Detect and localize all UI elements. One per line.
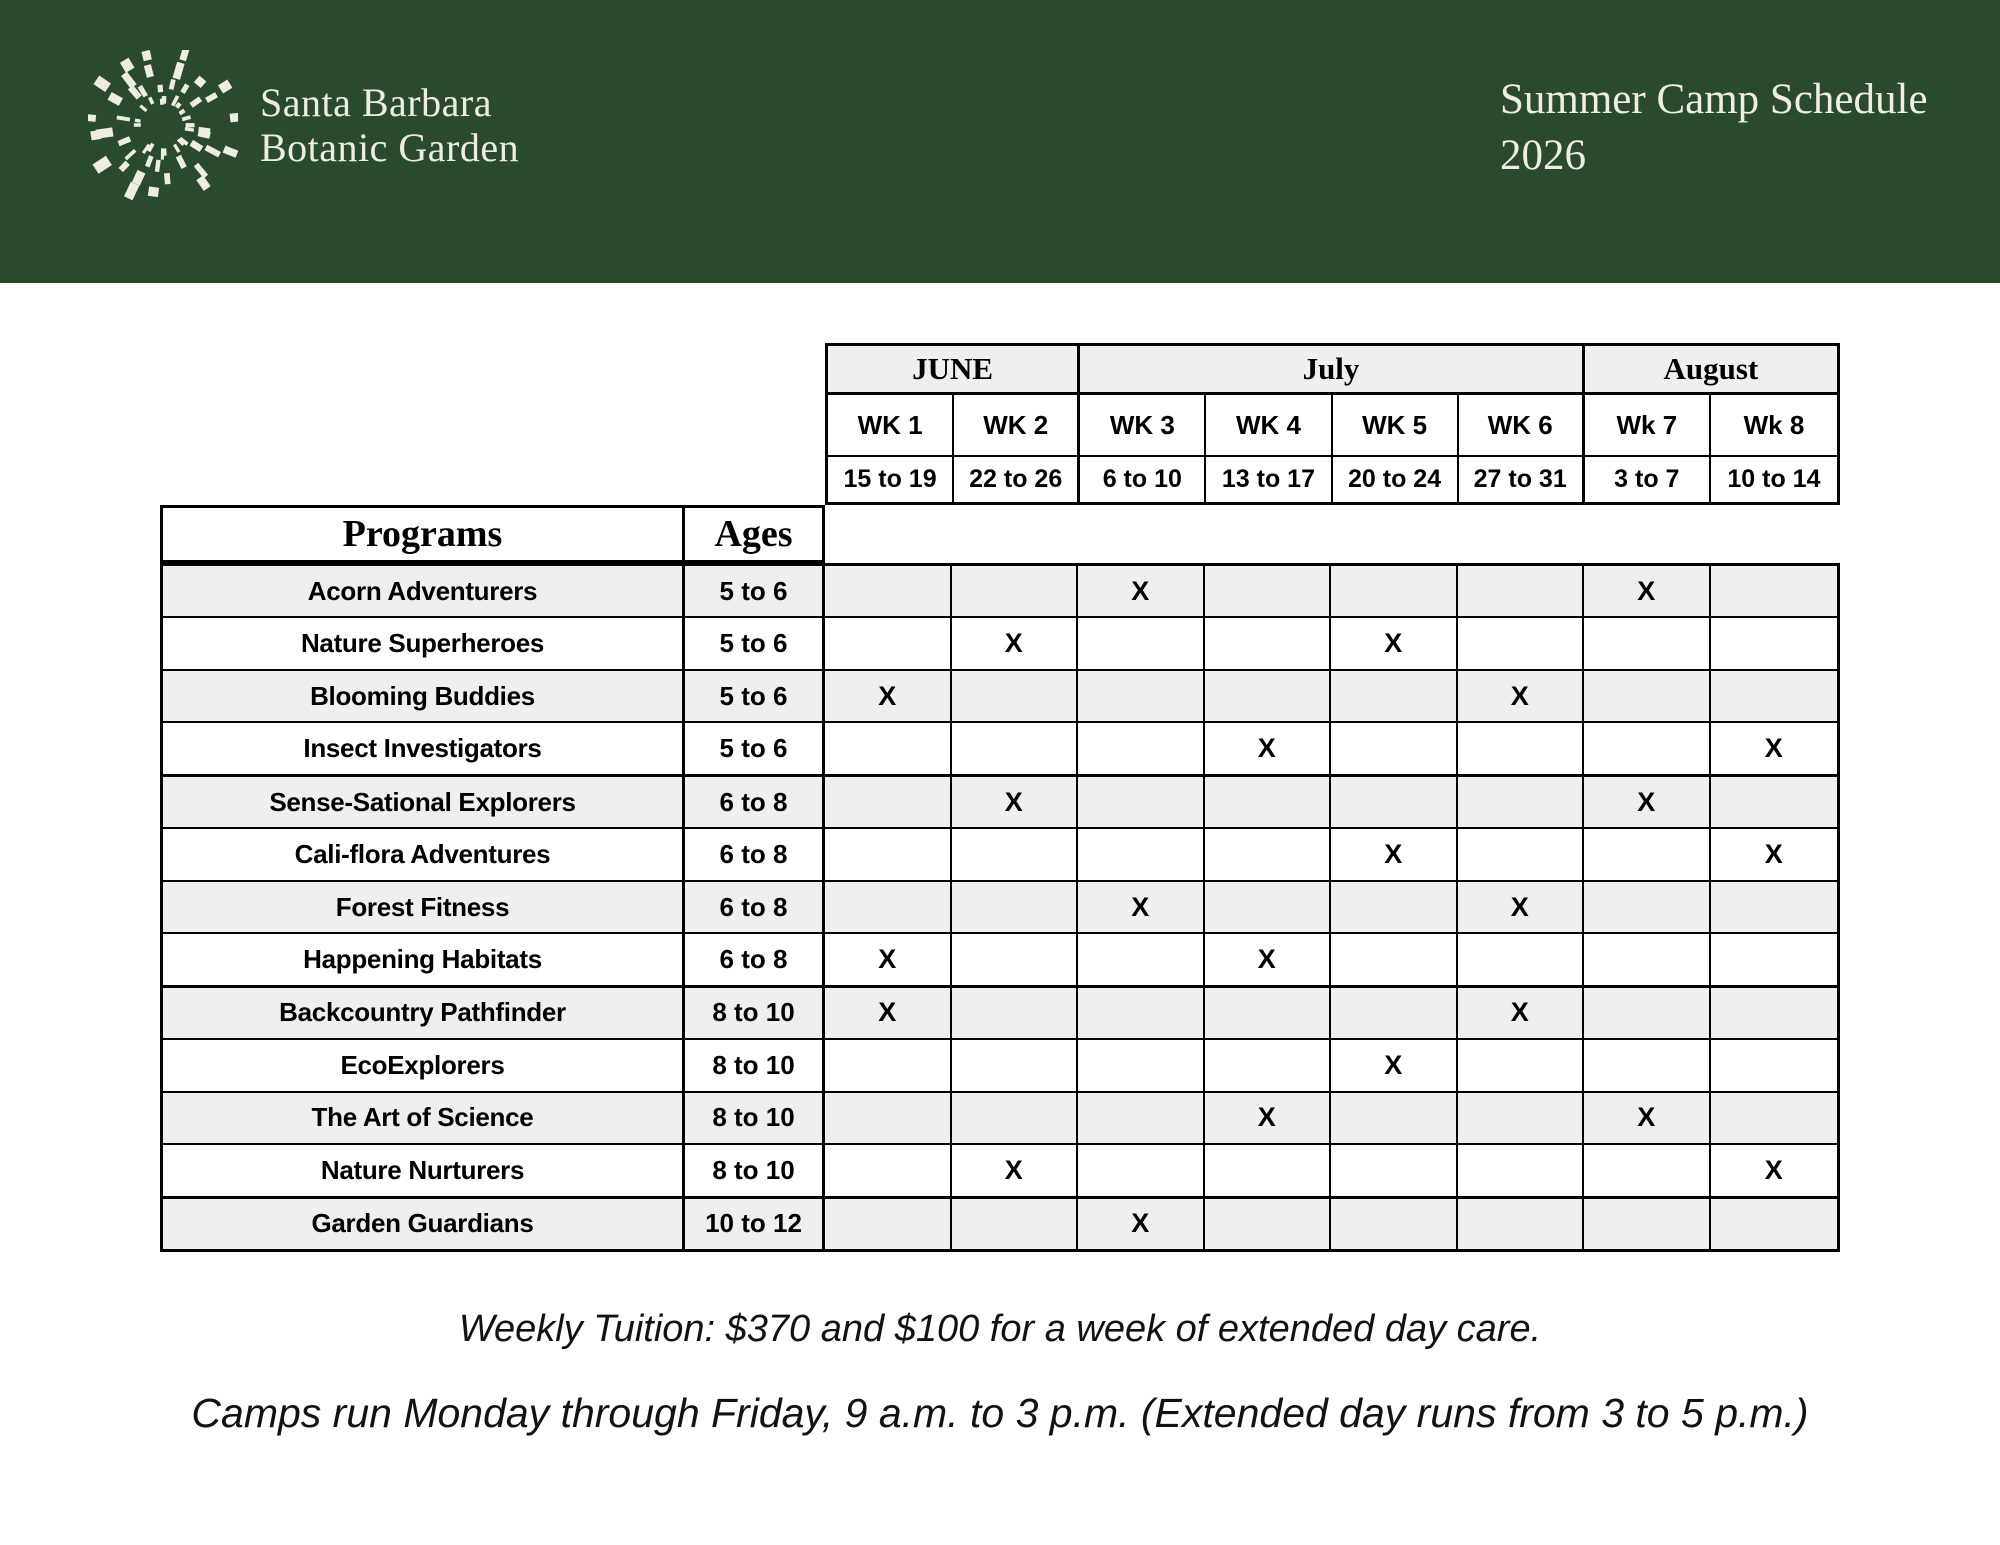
week-empty-cell (1711, 882, 1838, 932)
org-name-line1: Santa Barbara (260, 80, 492, 125)
program-ages-cell: 5 to 6 (685, 618, 825, 668)
brand (88, 50, 519, 200)
week-label: WK 3 (1080, 395, 1206, 455)
program-ages-cell: 6 to 8 (685, 934, 825, 984)
program-row (163, 1199, 1837, 1249)
week-empty-cell (1711, 566, 1838, 616)
week-mark-cell: X (1584, 777, 1711, 827)
week-label: WK 4 (1206, 395, 1332, 455)
week-empty-cell (1711, 934, 1838, 984)
week-empty-cell (825, 566, 952, 616)
week-dates: 15 to 19 (828, 457, 954, 502)
week-empty-cell (1205, 1145, 1332, 1195)
program-ages-cell: 6 to 8 (685, 777, 825, 827)
week-empty-cell (1458, 1145, 1585, 1195)
calendar-header (825, 343, 1840, 505)
program-row (163, 829, 1837, 881)
date-header-row (828, 457, 1837, 502)
week-empty-cell (825, 882, 952, 932)
week-mark-cell: X (1331, 829, 1458, 879)
week-label: Wk 7 (1585, 395, 1711, 455)
week-mark-cell: X (1331, 618, 1458, 668)
week-empty-cell (1458, 723, 1585, 773)
week-empty-cell (825, 829, 952, 879)
week-empty-cell (825, 1093, 952, 1143)
week-empty-cell (1458, 829, 1585, 879)
week-mark-cell: X (825, 934, 952, 984)
week-empty-cell (1458, 1199, 1585, 1249)
month-header-july: July (1080, 346, 1585, 392)
week-empty-cell (952, 671, 1079, 721)
org-name (260, 80, 519, 170)
week-empty-cell (1331, 988, 1458, 1038)
week-mark-cell: X (1078, 1199, 1205, 1249)
week-empty-cell (825, 777, 952, 827)
program-ages-cell: 8 to 10 (685, 1040, 825, 1090)
week-empty-cell (1078, 1145, 1205, 1195)
month-header-august: August (1663, 351, 1759, 386)
week-empty-cell (1331, 882, 1458, 932)
week-mark-cell: X (1078, 882, 1205, 932)
week-dates: 20 to 24 (1333, 457, 1459, 502)
week-mark-cell: X (1205, 934, 1332, 984)
week-empty-cell (1205, 882, 1332, 932)
week-mark-cell: X (1331, 1040, 1458, 1090)
week-empty-cell (952, 723, 1079, 773)
title-line2: 2026 (1500, 132, 1586, 179)
week-empty-cell (952, 566, 1079, 616)
week-empty-cell (1205, 1199, 1332, 1249)
month-header-row (828, 346, 1837, 395)
week-empty-cell (825, 1040, 952, 1090)
program-name-cell: The Art of Science (163, 1093, 685, 1143)
schedule-note: Camps run Monday through Friday, 9 a.m. to 3 p.m. (Extended day runs from 3 to 5 p.m.) (191, 1390, 1809, 1436)
week-empty-cell (952, 882, 1079, 932)
week-mark-cell: X (1764, 1154, 1783, 1185)
week-empty-cell (1458, 1040, 1585, 1090)
week-empty-cell (1205, 777, 1332, 827)
week-empty-cell (1205, 829, 1332, 879)
week-label: WK 5 (1333, 395, 1459, 455)
week-label: WK 1 (828, 395, 954, 455)
schedule-table (160, 343, 1840, 1252)
week-dates: 27 to 31 (1459, 457, 1585, 502)
week-empty-cell (1458, 777, 1585, 827)
week-empty-cell (1584, 934, 1711, 984)
week-empty-cell (952, 1093, 1079, 1143)
week-empty-cell (825, 723, 952, 773)
week-mark-cell: X (825, 671, 952, 721)
program-ages-cell: 5 to 6 (685, 723, 825, 773)
program-row (163, 934, 1837, 987)
week-empty-cell (1584, 1040, 1711, 1090)
program-row (163, 618, 1837, 670)
program-ages-cell: 8 to 10 (685, 988, 825, 1038)
week-dates: 10 to 14 (1727, 465, 1821, 493)
week-empty-cell (1711, 1040, 1838, 1090)
tuition-note: Weekly Tuition: $370 and $100 for a week of extended day care. (458, 1308, 1542, 1350)
week-empty-cell (1711, 671, 1838, 721)
week-empty-cell (952, 988, 1079, 1038)
program-row (163, 988, 1837, 1040)
week-empty-cell (1331, 1145, 1458, 1195)
week-mark-cell: X (1458, 671, 1585, 721)
week-empty-cell (952, 934, 1079, 984)
week-mark-cell: X (1764, 839, 1783, 870)
week-empty-cell (1078, 671, 1205, 721)
week-empty-cell (1205, 566, 1332, 616)
week-empty-cell (1205, 618, 1332, 668)
program-name-cell: Nature Nurturers (163, 1145, 685, 1195)
week-empty-cell (1078, 988, 1205, 1038)
week-mark-cell: X (1584, 1093, 1711, 1143)
week-empty-cell (1711, 988, 1838, 1038)
week-empty-cell (1331, 1093, 1458, 1143)
week-dates: 13 to 17 (1206, 457, 1332, 502)
week-empty-cell (1584, 671, 1711, 721)
schedule-body (160, 563, 1840, 1252)
program-ages-cell: 10 to 12 (685, 1199, 825, 1249)
week-mark-cell: X (825, 988, 952, 1038)
week-empty-cell (825, 618, 952, 668)
week-label: WK 2 (954, 395, 1080, 455)
org-name-line2: Botanic Garden (260, 125, 520, 170)
program-ages-cell: 5 to 6 (685, 566, 825, 616)
week-empty-cell (1458, 566, 1585, 616)
program-name-cell: Cali-flora Adventures (163, 829, 685, 879)
week-empty-cell (1458, 1093, 1585, 1143)
title-line1: Summer Camp Schedule (1500, 76, 1928, 123)
week-empty-cell (1584, 829, 1711, 879)
program-name-cell: Sense-Sational Explorers (163, 777, 685, 827)
week-label: WK 6 (1459, 395, 1585, 455)
week-empty-cell (952, 1040, 1079, 1090)
week-empty-cell (1331, 777, 1458, 827)
week-empty-cell (1711, 618, 1838, 668)
week-dates: 22 to 26 (954, 457, 1080, 502)
week-mark-cell: X (1458, 882, 1585, 932)
week-mark-cell: X (1458, 988, 1585, 1038)
week-empty-cell (1584, 988, 1711, 1038)
week-empty-cell (1331, 934, 1458, 984)
week-empty-cell (1078, 934, 1205, 984)
week-empty-cell (1205, 1040, 1332, 1090)
program-name-cell: Blooming Buddies (163, 671, 685, 721)
week-empty-cell (952, 829, 1079, 879)
program-row (163, 1040, 1837, 1092)
week-empty-cell (1078, 723, 1205, 773)
program-name-cell: Happening Habitats (163, 934, 685, 984)
week-empty-cell (1078, 618, 1205, 668)
program-name-cell: Garden Guardians (163, 1199, 685, 1249)
week-mark-cell: X (1205, 723, 1332, 773)
programs-header-row (160, 505, 825, 563)
week-empty-cell (1584, 882, 1711, 932)
week-empty-cell (1078, 829, 1205, 879)
program-ages-cell: 6 to 8 (685, 882, 825, 932)
week-mark-cell: X (1078, 566, 1205, 616)
program-ages-cell: 8 to 10 (685, 1145, 825, 1195)
program-ages-cell: 5 to 6 (685, 671, 825, 721)
week-empty-cell (1205, 671, 1332, 721)
program-row (163, 566, 1837, 618)
week-empty-cell (1331, 671, 1458, 721)
week-mark-cell: X (1764, 733, 1783, 764)
week-empty-cell (825, 1145, 952, 1195)
week-mark-cell: X (952, 1145, 1079, 1195)
week-empty-cell (1584, 618, 1711, 668)
month-header-june: JUNE (828, 346, 1080, 392)
week-empty-cell (825, 1199, 952, 1249)
program-name-cell: Insect Investigators (163, 723, 685, 773)
program-row (163, 882, 1837, 934)
week-empty-cell (1584, 723, 1711, 773)
week-mark-cell: X (952, 618, 1079, 668)
program-row (163, 723, 1837, 776)
ages-column-header: Ages (714, 513, 793, 555)
program-name-cell: Nature Superheroes (163, 618, 685, 668)
programs-column-header: Programs (163, 508, 685, 560)
week-dates: 3 to 7 (1585, 457, 1711, 502)
week-empty-cell (952, 1199, 1079, 1249)
week-empty-cell (1584, 1145, 1711, 1195)
program-ages-cell: 8 to 10 (685, 1093, 825, 1143)
program-name-cell: Acorn Adventurers (163, 566, 685, 616)
week-empty-cell (1711, 777, 1838, 827)
program-row (163, 671, 1837, 723)
program-name-cell: Forest Fitness (163, 882, 685, 932)
week-empty-cell (1331, 723, 1458, 773)
week-empty-cell (1205, 988, 1332, 1038)
week-mark-cell: X (952, 777, 1079, 827)
program-row (163, 777, 1837, 829)
program-row (163, 1093, 1837, 1145)
week-empty-cell (1331, 1199, 1458, 1249)
week-dates: 6 to 10 (1080, 457, 1206, 502)
week-label: Wk 8 (1743, 409, 1805, 440)
week-empty-cell (1331, 566, 1458, 616)
week-empty-cell (1711, 1199, 1838, 1249)
program-row (163, 1145, 1837, 1198)
week-empty-cell (1078, 1040, 1205, 1090)
week-header-row (828, 395, 1837, 457)
page-title (1500, 72, 1928, 184)
header-banner (0, 0, 2000, 283)
week-empty-cell (1458, 934, 1585, 984)
week-mark-cell: X (1584, 566, 1711, 616)
sunburst-logo-icon (88, 50, 238, 200)
week-empty-cell (1458, 618, 1585, 668)
week-empty-cell (1078, 1093, 1205, 1143)
week-empty-cell (1078, 777, 1205, 827)
week-mark-cell: X (1205, 1093, 1332, 1143)
week-empty-cell (1584, 1199, 1711, 1249)
program-name-cell: Backcountry Pathfinder (163, 988, 685, 1038)
program-ages-cell: 6 to 8 (685, 829, 825, 879)
week-empty-cell (1711, 1093, 1838, 1143)
program-name-cell: EcoExplorers (163, 1040, 685, 1090)
